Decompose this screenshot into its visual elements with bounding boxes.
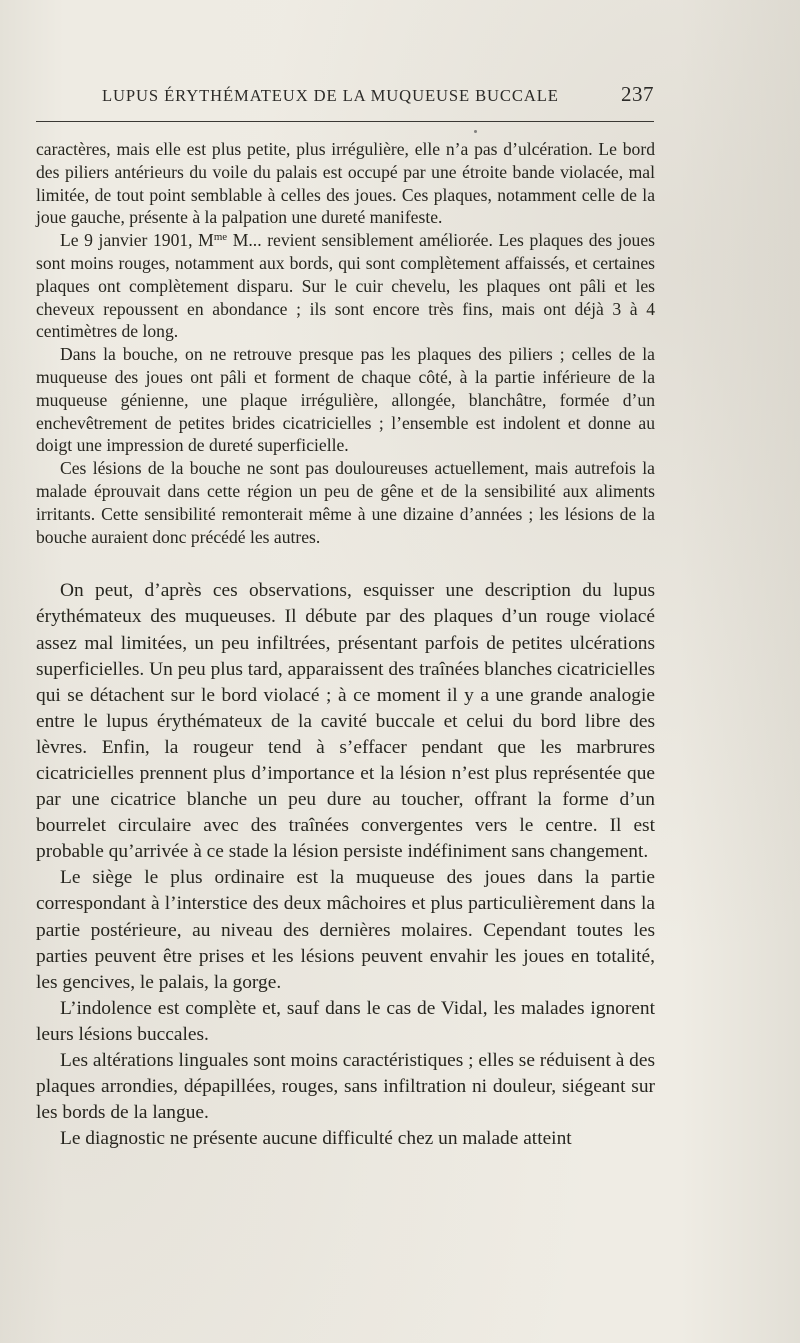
paragraph-lingual: Les altérations linguales sont moins caractéristiques ; elles se réduisent à des plaques arrondies, dépapillées, rouges, sans infiltration ni douleur, siégeant sur les bords de la langue. bbox=[36, 1050, 656, 1124]
follow-up-text: M... revient sensiblement améliorée. Les plaques des joues sont moins rouges, notamment aux bords, qui sont complètement affaissés, et certaines plaques ont complètement disparu. Sur le cuir chevelu, les plaques ont pâli et les cheveux repoussent en abondance ; ils sont encore très fins, mais ont déjà 3 à 4 centimètres de long. bbox=[36, 230, 655, 342]
running-title: LUPUS ÉRYTHÉMATEUX DE LA MUQUEUSE BUCCALE bbox=[102, 86, 559, 105]
paragraph-indolence: L’indolence est complète et, sauf dans le cas de Vidal, les malades ignorent leurs lésions buccales. bbox=[36, 997, 655, 1045]
page-number: 237 bbox=[621, 82, 654, 106]
body-text bbox=[36, 138, 655, 1152]
header-rule bbox=[36, 121, 654, 122]
description-text bbox=[36, 578, 655, 1152]
title-superscript: me bbox=[213, 231, 228, 244]
paragraph-lesions: Ces lésions de la bouche ne sont pas douloureuses actuellement, mais autrefois la malade éprouvait dans cette région un peu de gêne et de la sensibilité aux aliments irritants. Cette sensibilité remonterait même à une dizaine d’années ; les lésions de la bouche auraient donc précédé les autres. bbox=[36, 458, 655, 547]
paragraph-mouth: Dans la bouche, on ne retrouve presque pas les plaques des piliers ; celles de la muqueuse des joues ont pâli et forment de chaque côté, à la partie inférieure de la muqueuse génienne, une plaque irrégulière, allongée, blanchâtre, formée d’un enchevêtrement de petites brides cicatricielles ; l’ensemble est indolent et donne au doigt une impression de dureté superficielle. bbox=[36, 344, 655, 456]
paragraph-location: Le siège le plus ordinaire est la muqueuse des joues dans la partie correspondant à l’interstice des deux mâchoires et plus particulièrement dans la partie postérieure, au niveau des dernières molaires. Cependant toutes les parties peuvent être prises et les lésions peuvent envahir les joues en totalité, les gencives, le palais, la gorge. bbox=[36, 867, 655, 993]
running-head bbox=[36, 80, 654, 110]
paragraph-follow-up bbox=[36, 229, 655, 343]
paragraph-description: On peut, d’après ces observations, esquisser une description du lupus érythémateux des muqueuses. Il débute par des plaques d’un rouge violacé assez mal limitées, un peu infiltrées, présentant parfois de petites ulcérations superficielles. Un peu plus tard, apparaissent des traînées blanches cicatricielles qui se détachent sur le bord violacé ; à ce moment il y a une grande analogie entre le lupus érythémateux de la cavité buccale et celui du bord libre des lèvres. Enfin, la rougeur tend à s’effacer pendant que les marbrures cicatricielles prennent plus d’importance et la lésion n’est plus représentée que par une cicatrice blanche un peu dure au toucher, offrant la forme d’un bourrelet circulaire avec des traînées convergentes vers le centre. Il est probable qu’arrivée à ce stade la lésion persiste indéfiniment sans changement. bbox=[36, 580, 655, 863]
paragraph-diagnosis: Le diagnostic ne présente aucune difficulté chez un malade atteint bbox=[60, 1128, 572, 1150]
observation-text bbox=[36, 138, 655, 548]
follow-up-date: Le 9 janvier 1901, M bbox=[60, 230, 214, 251]
paragraph-continuation: caractères, mais elle est plus petite, plus irrégulière, elle n’a pas d’ulcération. Le bord des piliers antérieurs du voile du palais est occupé par une étroite bande violacée, mal limitée, de tout point semblable à celles des joues. Ces plaques, notamment celle de la joue gauche, présente à la palpation une dureté manifeste. bbox=[36, 139, 655, 228]
ink-speck bbox=[474, 130, 477, 133]
